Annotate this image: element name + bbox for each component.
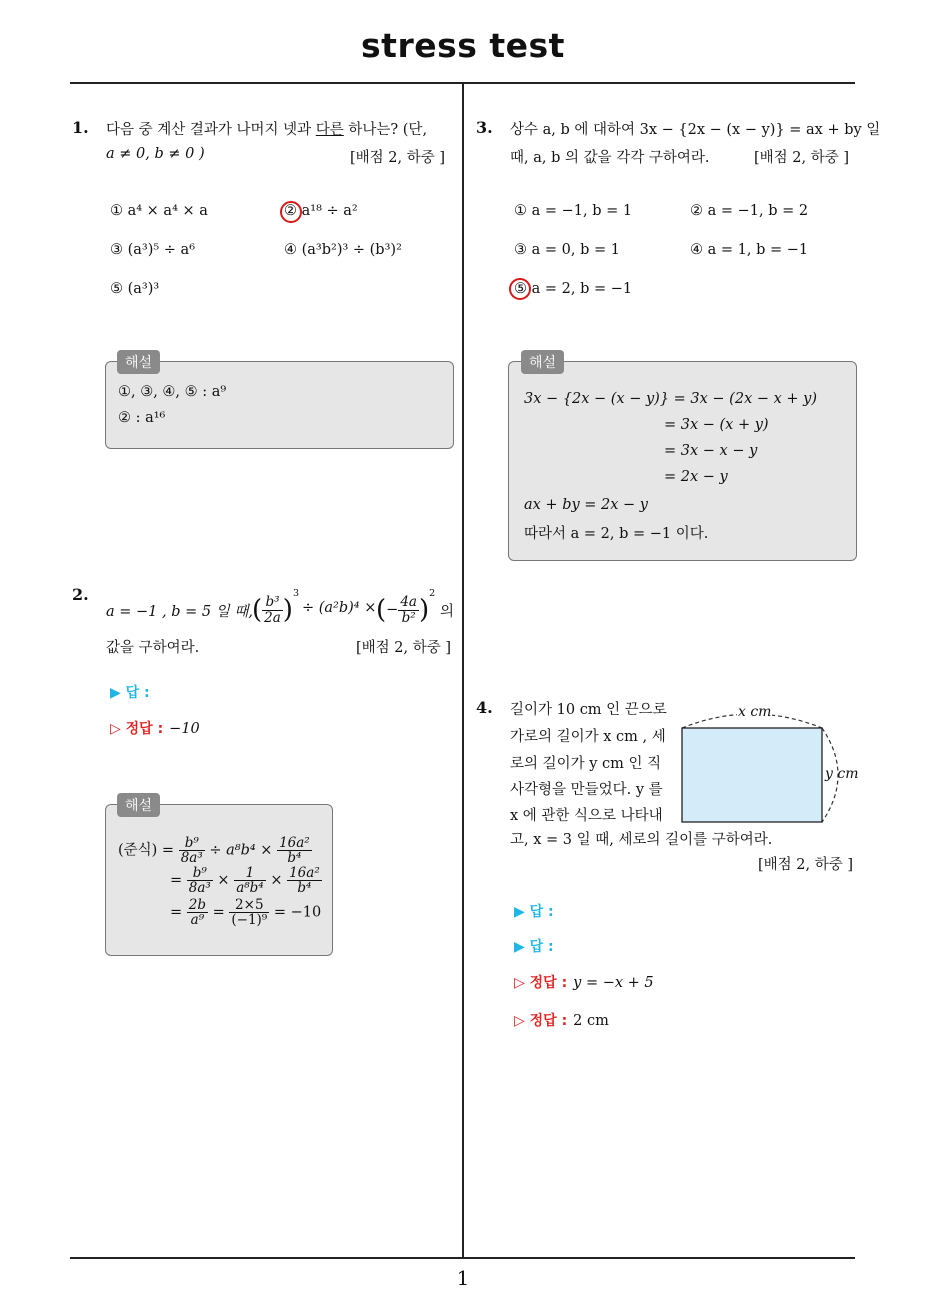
q3-explain-line4: = 2x − y <box>664 469 728 485</box>
q4-number: 4. <box>476 698 493 717</box>
q1-option-1[interactable]: ① a⁴ × a⁴ × a <box>110 203 208 219</box>
q4-text-line2: 가로의 길이가 x cm , 세 <box>510 729 666 745</box>
q2-explain-line1: (준식) = $\frac{\text{b⁹}}{\text{8a³}}$ ÷ a⁸b⁴ × $\frac{\text{16a²}}{\text{b⁴}}$ <box>118 835 310 867</box>
q4-answer-field-2[interactable]: ▶ 답 : <box>514 939 554 955</box>
q1-option-5[interactable]: ⑤ (a³)³ <box>110 281 160 297</box>
q4-text-line4: 사각형을 만들었다. y 를 <box>510 782 663 798</box>
page-title: stress test <box>361 26 565 65</box>
q3-number: 3. <box>476 118 493 137</box>
q3-option-1[interactable]: ① a = −1, b = 1 <box>514 203 633 219</box>
q3-explain-line6: 따라서 a = 2, b = −1 이다. <box>524 526 709 542</box>
q2-text-b: ÷ (a²b)⁴ × <box>302 600 377 616</box>
page-number: 1 <box>456 1266 470 1290</box>
q4-text-line3: 로의 길이가 y cm 인 직 <box>510 756 662 772</box>
q4-text-line6: 고, x = 3 일 때, 세로의 길이를 구하여라. <box>510 832 773 848</box>
q1-explanation-tag: 해설 <box>117 350 160 374</box>
q3-selected-mark <box>509 278 531 300</box>
q3-text-line2: 때, a, b 의 값을 각각 구하여라. <box>510 150 710 166</box>
q1-text-line2: a ≠ 0, b ≠ 0 ) <box>106 146 205 162</box>
q2-explain-line2: = $\frac{\text{b⁹}}{\text{8a³}}$ × $\frac{1}{\text{a⁸b⁴}}$ × $\frac{\text{16a²}}{\text{b⁴}}$ <box>170 865 320 897</box>
q3-option-5[interactable]: ⑤ a = 2, b = −1 <box>514 281 633 297</box>
q3-score: [배점 2, 하중 ] <box>754 150 850 166</box>
q1-number: 1. <box>72 118 89 137</box>
q4-correct-answer-2: ▷ 정답 : 2 cm <box>514 1013 609 1029</box>
q4-answer-field-1[interactable]: ▶ 답 : <box>514 904 554 920</box>
q3-explain-line5: ax + by = 2x − y <box>524 497 648 513</box>
q1-option-2[interactable]: ② a¹⁸ ÷ a² <box>284 203 358 219</box>
q3-explain-line1: 3x − {2x − (x − y)} = 3x − (2x − x + y) <box>524 391 818 407</box>
q2-fraction-1: ( $\frac{\text{b³}}{2a}$ )$^3$ <box>252 588 299 626</box>
q1-score: [배점 2, 하중 ] <box>350 150 446 166</box>
q2-explanation-tag: 해설 <box>117 793 160 817</box>
column-divider <box>462 84 464 1257</box>
q2-text-c: 의 <box>440 604 455 620</box>
q2-text-a: a = −1 , b = 5 일 때, <box>106 604 253 620</box>
q4-text-line1: 길이가 10 cm 인 끈으로 <box>510 702 667 718</box>
q4-figure-side-label: y cm <box>825 766 859 782</box>
q1-explain-line1: ①, ③, ④, ⑤ : a⁹ <box>118 384 227 400</box>
q3-option-2[interactable]: ② a = −1, b = 2 <box>690 203 809 219</box>
q1-option-4[interactable]: ④ (a³b²)³ ÷ (b³)² <box>284 242 402 258</box>
q3-option-3[interactable]: ③ a = 0, b = 1 <box>514 242 620 258</box>
q4-figure-top-label: x cm <box>738 704 772 720</box>
q2-fraction-2: (− $\frac{4a}{\text{b²}}$ )$^2$ <box>376 588 436 626</box>
q3-explain-line3: = 3x − x − y <box>664 443 758 459</box>
q4-correct-answer-1: ▷ 정답 : y = −x + 5 <box>514 975 654 991</box>
q3-text-line1: 상수 a, b 에 대하여 3x − {2x − (x − y)} = ax + by 일 <box>510 122 881 138</box>
q2-text-line2: 값을 구하여라. <box>106 640 200 656</box>
q2-explain-line3: = $\frac{2b}{\text{a⁹}}$ = $\frac{2\times 5}{\text{(−1)⁹}}$ = −10 <box>170 897 322 929</box>
q3-explanation-tag: 해설 <box>521 350 564 374</box>
q4-text-line5: x 에 관한 식으로 나타내 <box>510 808 663 824</box>
q1-explain-line2: ② : a¹⁶ <box>118 410 166 426</box>
footer-rule <box>70 1257 855 1259</box>
q1-text-line1: 다음 중 계산 결과가 나머지 넷과 다른 하나는? (단, <box>106 122 428 138</box>
q3-explain-line2: = 3x − (x + y) <box>664 417 769 433</box>
q2-score: [배점 2, 하중 ] <box>356 640 452 656</box>
q1-selected-mark <box>280 201 302 223</box>
q1-explanation-box <box>105 361 454 449</box>
q1-option-3[interactable]: ③ (a³)⁵ ÷ a⁶ <box>110 242 196 258</box>
q4-rectangle <box>682 728 822 822</box>
q4-score: [배점 2, 하중 ] <box>758 857 854 873</box>
q2-number: 2. <box>72 585 89 604</box>
q3-option-4[interactable]: ④ a = 1, b = −1 <box>690 242 809 258</box>
q2-answer-field[interactable]: ▶ 답 : <box>110 685 150 701</box>
q2-correct-answer: ▷ 정답 : −10 <box>110 721 200 737</box>
